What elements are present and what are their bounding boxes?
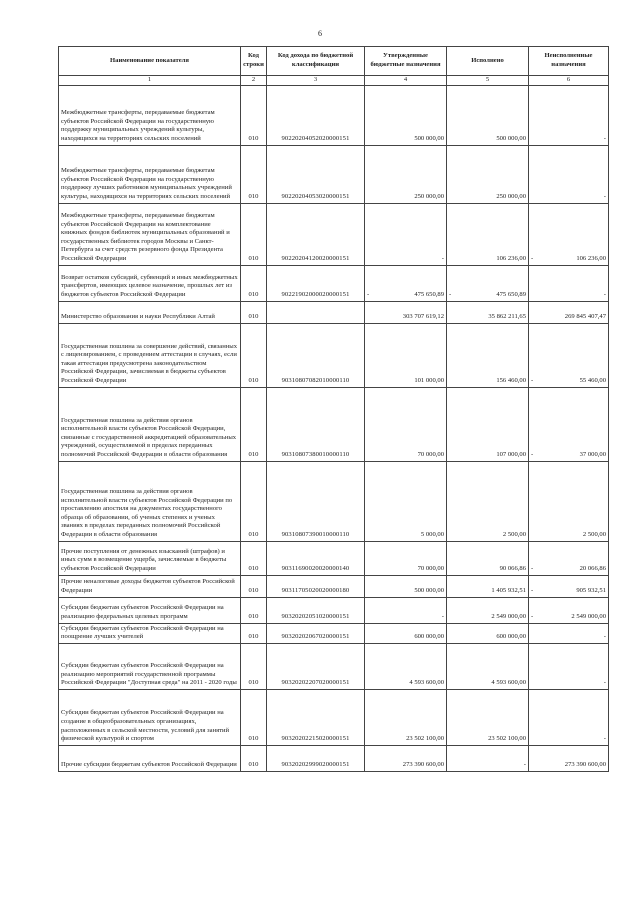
row-line-code: 010 bbox=[241, 745, 267, 771]
row-income-code: 90310807390010000110 bbox=[267, 461, 365, 541]
dash-sign: - bbox=[603, 291, 606, 298]
row-name: Межбюджетные трансферты, передаваемые бюджетам субъектов Российской Федерации на комплектование книжных фондов библиотек муниципальных образований и государственных библиотек городов Москвы и Санкт-Петербурга за счет средств резервного фонда Президента Российской Федерации bbox=[59, 203, 241, 265]
unexecuted-value: 106 236,00 bbox=[576, 255, 606, 262]
table-row bbox=[59, 643, 609, 689]
dash-sign: - bbox=[603, 735, 606, 743]
row-income-code: 90221902000020000151 bbox=[267, 265, 365, 301]
column-number: 1 bbox=[59, 76, 241, 86]
row-income-code: 90220204052020000151 bbox=[267, 85, 365, 145]
row-unexecuted bbox=[529, 643, 609, 689]
table-header-row bbox=[59, 47, 609, 76]
row-line-code: 010 bbox=[241, 623, 267, 643]
approved-value: 250 000,00 bbox=[414, 193, 444, 200]
table-row bbox=[59, 203, 609, 265]
executed-value: 600 000,00 bbox=[496, 633, 526, 641]
row-unexecuted bbox=[529, 301, 609, 323]
approved-value: 303 707 619,12 bbox=[402, 313, 444, 320]
approved-value: 500 000,00 bbox=[414, 587, 444, 594]
dash-sign: - bbox=[603, 679, 606, 687]
header-line-code: Код строки bbox=[241, 47, 267, 76]
unexecuted-value: 55 460,00 bbox=[579, 377, 606, 384]
executed-value: 500 000,00 bbox=[496, 135, 526, 142]
executed-value: 35 862 211,65 bbox=[488, 313, 526, 320]
row-unexecuted bbox=[529, 145, 609, 203]
row-line-code: 010 bbox=[241, 643, 267, 689]
row-income-code: 90220204120020000151 bbox=[267, 203, 365, 265]
negative-sign: - bbox=[531, 255, 534, 262]
row-name: Прочие субсидии бюджетам субъектов Российской Федерации bbox=[59, 745, 241, 771]
row-approved bbox=[365, 85, 447, 145]
row-name: Субсидии бюджетам субъектов Российской Федерации на реализацию мероприятий государственной программы Российской Федерации "Доступная среда" на 2011 - 2020 годы bbox=[59, 643, 241, 689]
approved-value: 475 650,89 bbox=[414, 291, 444, 298]
row-approved bbox=[365, 575, 447, 597]
table-row bbox=[59, 85, 609, 145]
row-approved bbox=[365, 689, 447, 745]
executed-value: 475 650,89 bbox=[496, 291, 526, 298]
row-approved bbox=[365, 643, 447, 689]
row-name: Межбюджетные трансферты, передаваемые бюджетам субъектов Российской Федерации на государственную поддержку муниципальных учреждений культуры, находящихся на территориях сельских поселений bbox=[59, 85, 241, 145]
table-row bbox=[59, 323, 609, 387]
row-income-code bbox=[267, 301, 365, 323]
unexecuted-value: 905 932,51 bbox=[576, 587, 606, 594]
row-line-code: 010 bbox=[241, 689, 267, 745]
executed-value: 2 500,00 bbox=[502, 531, 526, 538]
row-approved bbox=[365, 203, 447, 265]
approved-value: 5 000,00 bbox=[420, 531, 444, 538]
column-number: 2 bbox=[241, 76, 267, 86]
row-income-code: 90320202999020000151 bbox=[267, 745, 365, 771]
table-row bbox=[59, 387, 609, 461]
table-row bbox=[59, 623, 609, 643]
row-name: Государственная пошлина за действия органов исполнительной власти субъектов Российской Федерации по проставлению апостиля на документах государственного образца об образовании, об ученых степенях и ученых званиях в пределах переданных полномочий Российской Федерации в области образования bbox=[59, 461, 241, 541]
row-line-code: 010 bbox=[241, 145, 267, 203]
table-row bbox=[59, 301, 609, 323]
dash-sign: - bbox=[523, 761, 526, 769]
row-unexecuted bbox=[529, 85, 609, 145]
row-approved bbox=[365, 461, 447, 541]
row-unexecuted bbox=[529, 541, 609, 575]
approved-value: 70 000,00 bbox=[417, 451, 444, 458]
row-executed bbox=[447, 689, 529, 745]
row-income-code: 90310807082010000110 bbox=[267, 323, 365, 387]
approved-value: 273 390 600,00 bbox=[402, 761, 444, 769]
row-executed bbox=[447, 541, 529, 575]
executed-value: 23 502 100,00 bbox=[488, 735, 526, 743]
row-executed bbox=[447, 301, 529, 323]
column-number-row bbox=[59, 76, 609, 86]
row-unexecuted bbox=[529, 323, 609, 387]
row-executed bbox=[447, 387, 529, 461]
negative-sign: - bbox=[531, 565, 534, 572]
row-line-code: 010 bbox=[241, 203, 267, 265]
row-executed bbox=[447, 145, 529, 203]
table-row bbox=[59, 265, 609, 301]
dash-sign: - bbox=[441, 613, 444, 620]
header-unexecuted: Неисполненные назначения bbox=[529, 47, 609, 76]
dash-sign: - bbox=[441, 255, 444, 262]
row-income-code: 90311705020020000180 bbox=[267, 575, 365, 597]
row-executed bbox=[447, 623, 529, 643]
row-executed bbox=[447, 85, 529, 145]
column-number: 5 bbox=[447, 76, 529, 86]
approved-value: 101 000,00 bbox=[414, 377, 444, 384]
row-approved bbox=[365, 623, 447, 643]
column-number: 6 bbox=[529, 76, 609, 86]
unexecuted-value: 273 390 600,00 bbox=[564, 761, 606, 769]
row-line-code: 010 bbox=[241, 575, 267, 597]
row-approved bbox=[365, 745, 447, 771]
header-executed: Исполнено bbox=[447, 47, 529, 76]
row-line-code: 010 bbox=[241, 323, 267, 387]
page-number: 6 bbox=[318, 29, 322, 38]
dash-sign: - bbox=[603, 135, 606, 142]
negative-sign: - bbox=[531, 451, 534, 458]
executed-value: 107 000,00 bbox=[496, 451, 526, 458]
table-row bbox=[59, 145, 609, 203]
column-number: 4 bbox=[365, 76, 447, 86]
approved-value: 600 000,00 bbox=[414, 633, 444, 641]
row-unexecuted bbox=[529, 575, 609, 597]
unexecuted-value: 37 000,00 bbox=[579, 451, 606, 458]
income-report-table bbox=[58, 46, 609, 772]
row-line-code: 010 bbox=[241, 387, 267, 461]
header-name: Наименование показателя bbox=[59, 47, 241, 76]
row-executed bbox=[447, 745, 529, 771]
row-name: Государственная пошлина за совершение действий, связанных с лицензированием, с проведением аттестации в случаях, если такая аттестация предусмотрена законодательством Российской Федерации, зачисляемая в бюджеты субъектов Российской Федерации bbox=[59, 323, 241, 387]
row-income-code: 90320202215020000151 bbox=[267, 689, 365, 745]
executed-value: 4 593 600,00 bbox=[491, 679, 526, 687]
row-executed bbox=[447, 461, 529, 541]
negative-sign: - bbox=[531, 613, 534, 620]
approved-value: 70 000,00 bbox=[417, 565, 444, 572]
row-name: Прочие поступления от денежных взысканий (штрафов) и иных сумм в возмещение ущерба, зачисляемые в бюджеты субъектов Российской Федерации bbox=[59, 541, 241, 575]
table-row bbox=[59, 541, 609, 575]
row-approved bbox=[365, 597, 447, 623]
row-approved bbox=[365, 387, 447, 461]
executed-value: 90 066,86 bbox=[499, 565, 526, 572]
row-executed bbox=[447, 323, 529, 387]
row-unexecuted bbox=[529, 597, 609, 623]
row-name: Прочие неналоговые доходы бюджетов субъектов Российской Федерации bbox=[59, 575, 241, 597]
row-income-code: 90320202207020000151 bbox=[267, 643, 365, 689]
executed-value: 2 549 000,00 bbox=[491, 613, 526, 620]
row-executed bbox=[447, 575, 529, 597]
row-name: Субсидии бюджетам субъектов Российской Федерации на реализацию федеральных целевых программ bbox=[59, 597, 241, 623]
unexecuted-value: 2 500,00 bbox=[582, 531, 606, 538]
dash-sign: - bbox=[603, 633, 606, 641]
row-line-code: 010 bbox=[241, 461, 267, 541]
row-line-code: 010 bbox=[241, 85, 267, 145]
row-line-code: 010 bbox=[241, 265, 267, 301]
row-name: Возврат остатков субсидий, субвенций и иных межбюджетных трансфертов, имеющих целевое назначение, прошлых лет из бюджетов субъектов Российской Федерации bbox=[59, 265, 241, 301]
unexecuted-value: 20 066,86 bbox=[579, 565, 606, 572]
row-approved bbox=[365, 541, 447, 575]
row-approved bbox=[365, 145, 447, 203]
row-income-code: 90220204053020000151 bbox=[267, 145, 365, 203]
row-executed bbox=[447, 203, 529, 265]
row-name: Субсидии бюджетам субъектов Российской Федерации на создание в общеобразовательных организациях, расположенных в сельской местности, условий для занятий физической культурой и спортом bbox=[59, 689, 241, 745]
row-unexecuted bbox=[529, 265, 609, 301]
row-executed bbox=[447, 265, 529, 301]
negative-sign: - bbox=[531, 587, 534, 594]
row-income-code: 90320202067020000151 bbox=[267, 623, 365, 643]
table-row bbox=[59, 745, 609, 771]
row-approved bbox=[365, 265, 447, 301]
approved-value: 4 593 600,00 bbox=[409, 679, 444, 687]
row-name: Министерство образования и науки Республики Алтай bbox=[59, 301, 241, 323]
approved-value: 23 502 100,00 bbox=[406, 735, 444, 743]
column-number: 3 bbox=[267, 76, 365, 86]
row-income-code: 90310807380010000110 bbox=[267, 387, 365, 461]
header-income-code: Код дохода по бюджетной классификации bbox=[267, 47, 365, 76]
row-line-code: 010 bbox=[241, 597, 267, 623]
row-line-code: 010 bbox=[241, 301, 267, 323]
row-name: Субсидии бюджетам субъектов Российской Федерации на поощрение лучших учителей bbox=[59, 623, 241, 643]
executed-value: 1 405 932,51 bbox=[491, 587, 526, 594]
row-unexecuted bbox=[529, 745, 609, 771]
executed-value: 250 000,00 bbox=[496, 193, 526, 200]
table-row bbox=[59, 575, 609, 597]
table-row bbox=[59, 461, 609, 541]
unexecuted-value: 269 845 407,47 bbox=[564, 313, 606, 320]
negative-sign: - bbox=[531, 377, 534, 384]
negative-sign: - bbox=[449, 291, 452, 298]
table-row bbox=[59, 597, 609, 623]
negative-sign: - bbox=[367, 291, 370, 298]
row-line-code: 010 bbox=[241, 541, 267, 575]
row-unexecuted bbox=[529, 689, 609, 745]
dash-sign: - bbox=[603, 193, 606, 200]
row-name: Межбюджетные трансферты, передаваемые бюджетам субъектов Российской Федерации на государственную поддержку лучших работников муниципальных учреждений культуры, находящихся на территориях сельских поселений bbox=[59, 145, 241, 203]
row-name: Государственная пошлина за действия органов исполнительной власти субъектов Российской Федерации, связанные с государственной аккредитацией образовательных учреждений, осуществляемой в пределах переданных полномочий Российской Федерации в области образования bbox=[59, 387, 241, 461]
row-executed bbox=[447, 643, 529, 689]
approved-value: 500 000,00 bbox=[414, 135, 444, 142]
row-income-code: 90320202051020000151 bbox=[267, 597, 365, 623]
row-unexecuted bbox=[529, 387, 609, 461]
row-income-code: 90311690020020000140 bbox=[267, 541, 365, 575]
header-approved: Утвержденные бюджетные назначения bbox=[365, 47, 447, 76]
table-row bbox=[59, 689, 609, 745]
row-unexecuted bbox=[529, 203, 609, 265]
row-approved bbox=[365, 301, 447, 323]
executed-value: 156 460,00 bbox=[496, 377, 526, 384]
row-executed bbox=[447, 597, 529, 623]
row-unexecuted bbox=[529, 461, 609, 541]
unexecuted-value: 2 549 000,00 bbox=[571, 613, 606, 620]
row-approved bbox=[365, 323, 447, 387]
row-unexecuted bbox=[529, 623, 609, 643]
executed-value: 106 236,00 bbox=[496, 255, 526, 262]
